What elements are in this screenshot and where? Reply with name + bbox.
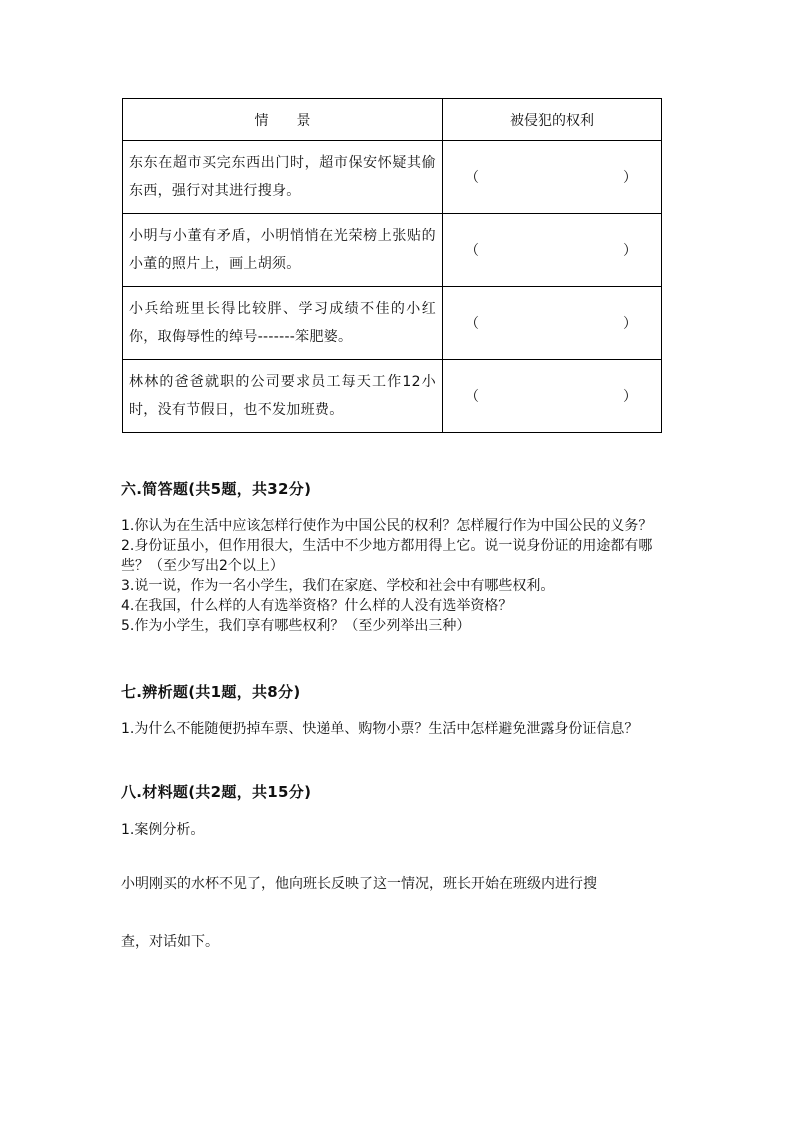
section-7-questions: [121, 719, 666, 739]
open-paren: （: [465, 170, 479, 186]
open-paren: （: [465, 389, 479, 405]
answer-blank: [443, 167, 661, 187]
table-row: [123, 287, 662, 360]
table-row: [123, 360, 662, 433]
question-item: 4.在我国，什么样的人有选举资格？什么样的人没有选举资格？: [121, 598, 513, 614]
case-paragraph-line1: 小明刚买的水杯不见了，他向班长反映了这一情况，班长开始在班级内进行搜: [121, 876, 597, 892]
close-paren: ）: [623, 316, 637, 332]
open-paren: （: [465, 316, 479, 332]
question-item: 3.说一说，作为一名小学生，我们在家庭、学校和社会中有哪些权利。: [121, 578, 555, 594]
question-item: 5.作为小学生，我们享有哪些权利？（至少列举出三种）: [121, 618, 471, 634]
close-paren: ）: [623, 170, 637, 186]
open-paren: （: [465, 243, 479, 259]
table-row: [123, 214, 662, 287]
question-item: 1.你认为在生活中应该怎样行使作为中国公民的权利？怎样履行作为中国公民的义务？: [121, 518, 653, 534]
table-header-row: [123, 99, 662, 141]
section-7-title: 七.辨析题(共1题，共8分): [121, 683, 301, 701]
case-paragraph-line2: 查，对话如下。: [121, 934, 219, 950]
answer-blank: [443, 386, 661, 406]
close-paren: ）: [623, 389, 637, 405]
section-8-title: 八.材料题(共2题，共15分): [121, 783, 312, 801]
scene-text: 林林的爸爸就职的公司要求员工每天工作12小时，没有节假日，也不发加班费。: [129, 374, 436, 418]
table-row: [123, 141, 662, 214]
question-item: 2.身份证虽小，但作用很大，生活中不少地方都用得上它。说一说身份证的用途都有哪些？（至少写出2个以上）: [121, 538, 653, 574]
header-scene: 情 景: [123, 99, 443, 141]
section-6-title: 六.简答题(共5题，共32分): [121, 480, 312, 498]
header-violated-right: 被侵犯的权利: [443, 99, 662, 141]
section-6-questions: [121, 516, 666, 636]
rights-table: [122, 98, 662, 433]
answer-blank: [443, 240, 661, 260]
section-8-item1: 1.案例分析。: [121, 822, 205, 838]
scene-text: 东东在超市买完东西出门时，超市保安怀疑其偷东西，强行对其进行搜身。: [129, 155, 436, 199]
answer-blank: [443, 313, 661, 333]
close-paren: ）: [623, 243, 637, 259]
scene-text: 小兵给班里长得比较胖、学习成绩不佳的小红你，取侮辱性的绰号-------笨肥婆。: [129, 301, 436, 345]
scene-text: 小明与小董有矛盾，小明悄悄在光荣榜上张贴的小董的照片上，画上胡须。: [129, 228, 436, 272]
question-item: 1.为什么不能随便扔掉车票、快递单、购物小票？生活中怎样避免泄露身份证信息？: [121, 721, 639, 737]
